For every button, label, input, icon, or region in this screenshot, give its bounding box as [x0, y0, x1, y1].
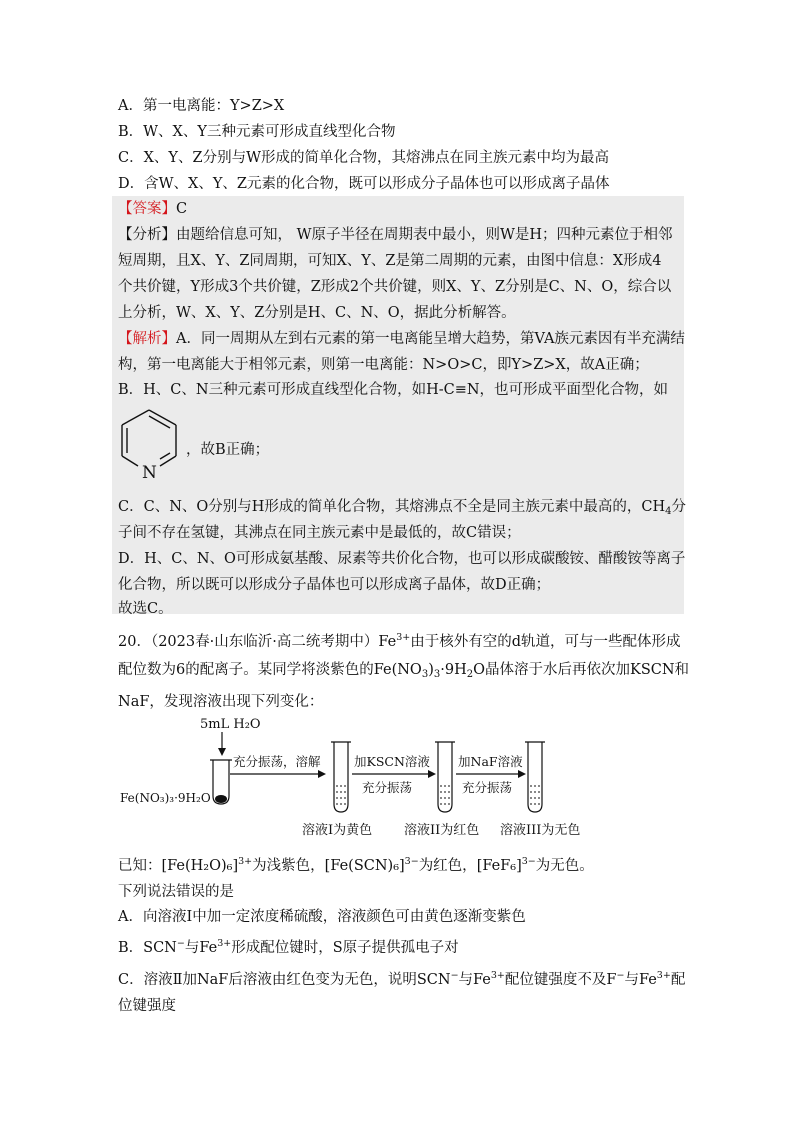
opt-b-and: 与: [184, 940, 200, 956]
known-prefix: 已知：: [118, 858, 162, 874]
step2-top-label: 加KSCN溶液: [354, 754, 430, 769]
step3-top-label: 加NaF溶液: [458, 754, 523, 769]
opt-b-fe-charge: 3+: [217, 938, 232, 949]
answer-value: C: [176, 201, 188, 217]
explain-line-a2: 构，第一电离能大于相邻元素，则第一电离能：N>O>C，即Y>Z>X，故A正确；: [118, 357, 649, 373]
tube-solution-3: [525, 742, 545, 812]
complex-3: [FeF₆]: [476, 858, 522, 874]
q20-text-2b: 晶体溶于水后再依次加KSCN和: [485, 662, 690, 678]
arrow-2-head: [428, 770, 436, 778]
complex-2-color: 为红色，: [418, 858, 477, 874]
opt-c-scn-charge: −: [450, 970, 459, 981]
explain-text-a1: A．同一周期从左到右元素的第一电离能呈增大趋势，第VA族元素因有半充满结: [176, 331, 685, 347]
complex-1-charge: 3+: [238, 856, 253, 867]
analysis-line-3: 个共价键，Y形成3个共价键，Z形成2个共价键，则X、Y、Z分别是C、N、O，综合以: [118, 279, 672, 295]
water-label: 5mL H₂O: [200, 717, 261, 732]
formula-sub-3b: 3: [433, 669, 441, 680]
opt-c-f-charge: −: [616, 970, 625, 981]
q20-line-3: NaF，发现溶液出现下列变化：: [118, 694, 324, 710]
q20-fe: Fe: [378, 634, 397, 650]
formula-close: ): [428, 662, 434, 678]
opt-b-text: 形成配位键时，S原子提供孤电子对: [231, 940, 459, 956]
complex-1: [Fe(H₂O)₆]: [161, 858, 239, 874]
opt-c-fe-charge: 3+: [490, 970, 505, 981]
ch4-subscript: 4: [665, 506, 672, 517]
tube-solution-2: [435, 742, 455, 812]
analysis-line-2: 短周期，且X、Y、Z同周期，可知X、Y、Z是第二周期的元素，由图中信息：X形成4: [118, 253, 662, 269]
tube-solution-1: [331, 742, 351, 812]
opt-c-and: 与: [458, 972, 474, 988]
known-line: [118, 852, 594, 876]
step3-bottom-label: 充分振荡: [462, 780, 513, 795]
analysis-text-1: 由题给信息可知， W原子半径在周期表中最小，则W是H；四种元素位于相邻: [176, 227, 673, 243]
option-bottom-c-line-2: 位键强度: [118, 998, 176, 1014]
option-d: D．含W、X、Y、Z元素的化合物，既可以形成分子晶体也可以形成离子晶体: [118, 176, 610, 192]
option-bottom-b: [118, 934, 459, 958]
explain-text-c1: C．C、N、O分别与H形成的简单化合物，其熔沸点不全是同主族元素中最高的，CH: [118, 499, 666, 515]
q20-formula: [374, 662, 485, 678]
complex-2-charge: 3−: [404, 856, 419, 867]
solution-3-label: 溶液III为无色: [500, 823, 581, 838]
explain-line-d2: 化合物，所以既可以形成分子晶体也可以形成离子晶体，故D正确；: [118, 577, 551, 593]
pyridine-structure: [116, 406, 186, 484]
complex-1-color: 为浅紫色，: [252, 858, 325, 874]
complex-3-color: 为无色。: [535, 858, 594, 874]
step1-label: 充分振荡，溶解: [233, 754, 321, 769]
opt-c-text-e: 配: [670, 972, 686, 988]
arrow-3-head: [518, 770, 526, 778]
q20-text-1: 由于核外有空的d轨道，可与一些配体形成: [410, 634, 681, 650]
explain-final: 故选C。: [118, 601, 173, 617]
opt-b-scn: B．SCN: [118, 940, 177, 956]
formula-part-fe: Fe(NO: [373, 662, 422, 678]
question-stem: 下列说法错误的是: [118, 884, 234, 900]
explain-line-b2: ，故B正确；: [186, 442, 270, 458]
opt-b-scn-charge: −: [176, 938, 185, 949]
water-arrow-head: [218, 748, 226, 756]
solution-2-label: 溶液II为红色: [404, 823, 480, 838]
opt-c-fe-2-charge: 3+: [656, 970, 671, 981]
explain-tag: 【解析】: [118, 331, 176, 347]
reagent-label: Fe(NO₃)₃·9H₂O: [120, 791, 211, 805]
option-a: A．第一电离能：Y>Z>X: [118, 98, 285, 114]
q20-text-2a: 配位数为6的配离子。某同学将淡紫色的: [118, 662, 374, 678]
pyridine-n-label: N: [142, 463, 157, 483]
complex-3-charge: 3−: [521, 856, 536, 867]
explain-line-b1: B．H、C、N三种元素可形成直线型化合物，如H-C≡N，也可形成平面型化合物，如: [118, 382, 669, 398]
analysis-line-4: 上分析，W、X、Y、Z分别是H、C、N、O，据此分析解答。: [118, 305, 516, 321]
opt-c-and-2: 与: [624, 972, 639, 988]
q20-line-2: [118, 660, 689, 685]
option-c: C．X、Y、Z分别与W形成的简单化合物，其熔沸点在同主族元素中均为最高: [118, 150, 609, 166]
option-bottom-a: A．向溶液Ⅰ中加一定浓度稀硫酸，溶液颜色可由黄色逐渐变紫色: [118, 909, 526, 925]
formula-sub-2: 2: [466, 669, 474, 680]
q20-line-1: [118, 628, 680, 652]
step2-bottom-label: 充分振荡: [362, 780, 413, 795]
explain-line-d1: D．H、C、N、O可形成氨基酸、尿素等共价化合物，也可以形成碳酸铵、醋酸铵等离子: [118, 551, 686, 567]
opt-c-fe-2: Fe: [638, 972, 657, 988]
analysis-tag: 【分析】: [118, 227, 176, 243]
option-b: B．W、X、Y三种元素可形成直线型化合物: [118, 124, 396, 140]
explain-line-c2: 子间不存在氢键，其沸点在同主族元素中是最低的，故C错误；: [118, 525, 521, 541]
q20-source: 20．（2023春·山东临沂·高二统考期中）: [118, 634, 379, 650]
explain-line-c1: [118, 497, 686, 522]
answer-line: [118, 199, 187, 219]
experiment-diagram: [112, 712, 592, 842]
q20-fe-charge: 3+: [396, 632, 411, 643]
answer-tag: 【答案】: [118, 201, 176, 217]
arrow-1-head: [318, 770, 326, 778]
explain-text-c1-end: 分: [671, 499, 687, 515]
opt-c-fe: Fe: [473, 972, 491, 988]
opt-c-text-c: 配位键强度不及F: [504, 972, 617, 988]
explain-line-a1: [118, 329, 685, 349]
tube-initial: [210, 760, 232, 804]
formula-hydrate: ·9H: [440, 662, 467, 678]
opt-c-text-a: C．溶液Ⅱ加NaF后溶液由红色变为无色，说明SCN: [118, 972, 451, 988]
formula-o: O: [473, 662, 485, 678]
complex-2: [Fe(SCN)₆]: [324, 858, 405, 874]
formula-sub-3a: 3: [421, 669, 429, 680]
option-bottom-c: [118, 966, 685, 990]
opt-b-fe: Fe: [199, 940, 218, 956]
solution-1-label: 溶液I为黄色: [302, 823, 373, 838]
analysis-line-1: [118, 225, 673, 245]
